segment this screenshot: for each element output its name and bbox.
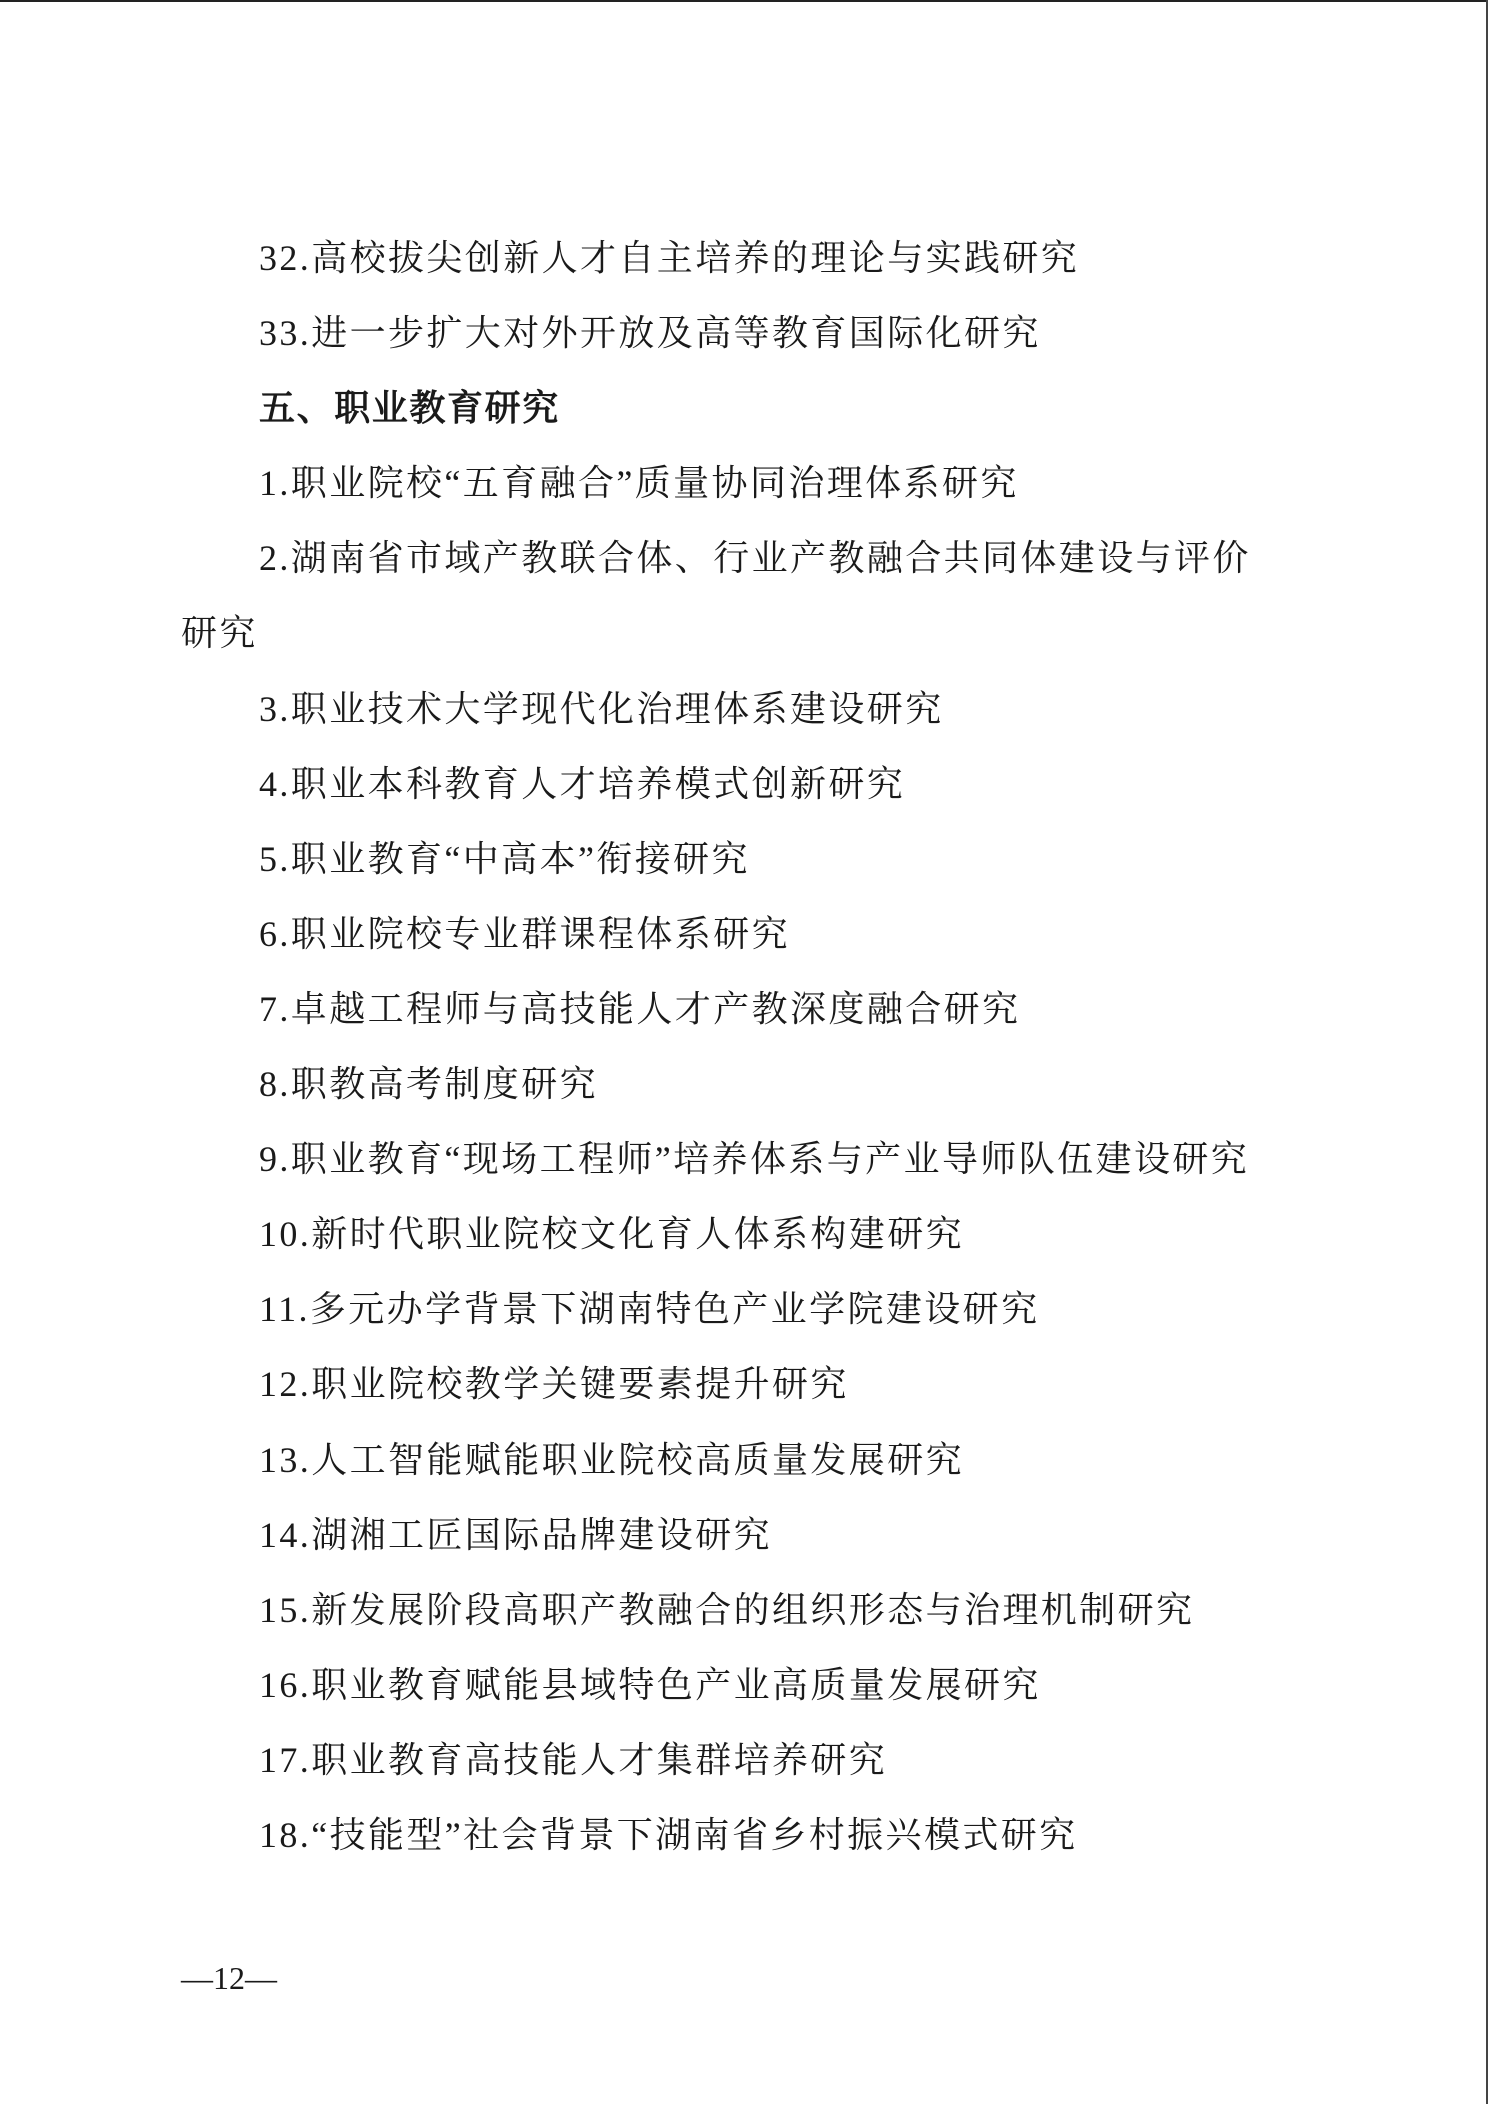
list-item: 4.职业本科教育人才培养模式创新研究 — [259, 763, 906, 804]
list-item: 14.湖湘工匠国际品牌建设研究 — [259, 1514, 773, 1555]
list-item: 15.新发展阶段高职产教融合的组织形态与治理机制研究 — [259, 1589, 1195, 1630]
document-body — [181, 221, 1381, 1873]
list-item: 5.职业教育“中高本”衔接研究 — [259, 838, 750, 879]
section-heading: 五、职业教育研究 — [259, 388, 560, 430]
page-edge-top — [0, 0, 1488, 2]
list-item: 32.高校拔尖创新人才自主培养的理论与实践研究 — [259, 238, 1080, 278]
list-item: 3.职业技术大学现代化治理体系建设研究 — [259, 688, 944, 729]
list-item: 6.职业院校专业群课程体系研究 — [259, 913, 791, 954]
list-item: 8.职教高考制度研究 — [259, 1064, 599, 1105]
page-number: —12— — [181, 1960, 277, 1996]
list-item: 33.进一步扩大对外开放及高等教育国际化研究 — [259, 313, 1041, 354]
list-item: 9.职业教育“现场工程师”培养体系与产业导师队伍建设研究 — [259, 1139, 1250, 1180]
list-item: 1.职业院校“五育融合”质量协同治理体系研究 — [259, 463, 1019, 504]
list-item: 11.多元办学背景下湖南特色产业学院建设研究 — [259, 1289, 1040, 1330]
list-item: 10.新时代职业院校文化育人体系构建研究 — [259, 1214, 965, 1255]
list-item: 7.卓越工程师与高技能人才产教深度融合研究 — [259, 988, 1021, 1029]
list-item: 13.人工智能赋能职业院校高质量发展研究 — [259, 1439, 965, 1480]
list-item: 18.“技能型”社会背景下湖南省乡村振兴模式研究 — [259, 1814, 1078, 1855]
list-item: 12.职业院校教学关键要素提升研究 — [259, 1364, 849, 1405]
list-item: 17.职业教育高技能人才集群培养研究 — [259, 1739, 888, 1780]
list-item: 2.湖南省市域产教联合体、行业产教融合共同体建设与评价 — [259, 538, 1251, 579]
list-item: 16.职业教育赋能县域特色产业高质量发展研究 — [259, 1664, 1041, 1705]
list-item-continuation: 研究 — [181, 613, 258, 654]
